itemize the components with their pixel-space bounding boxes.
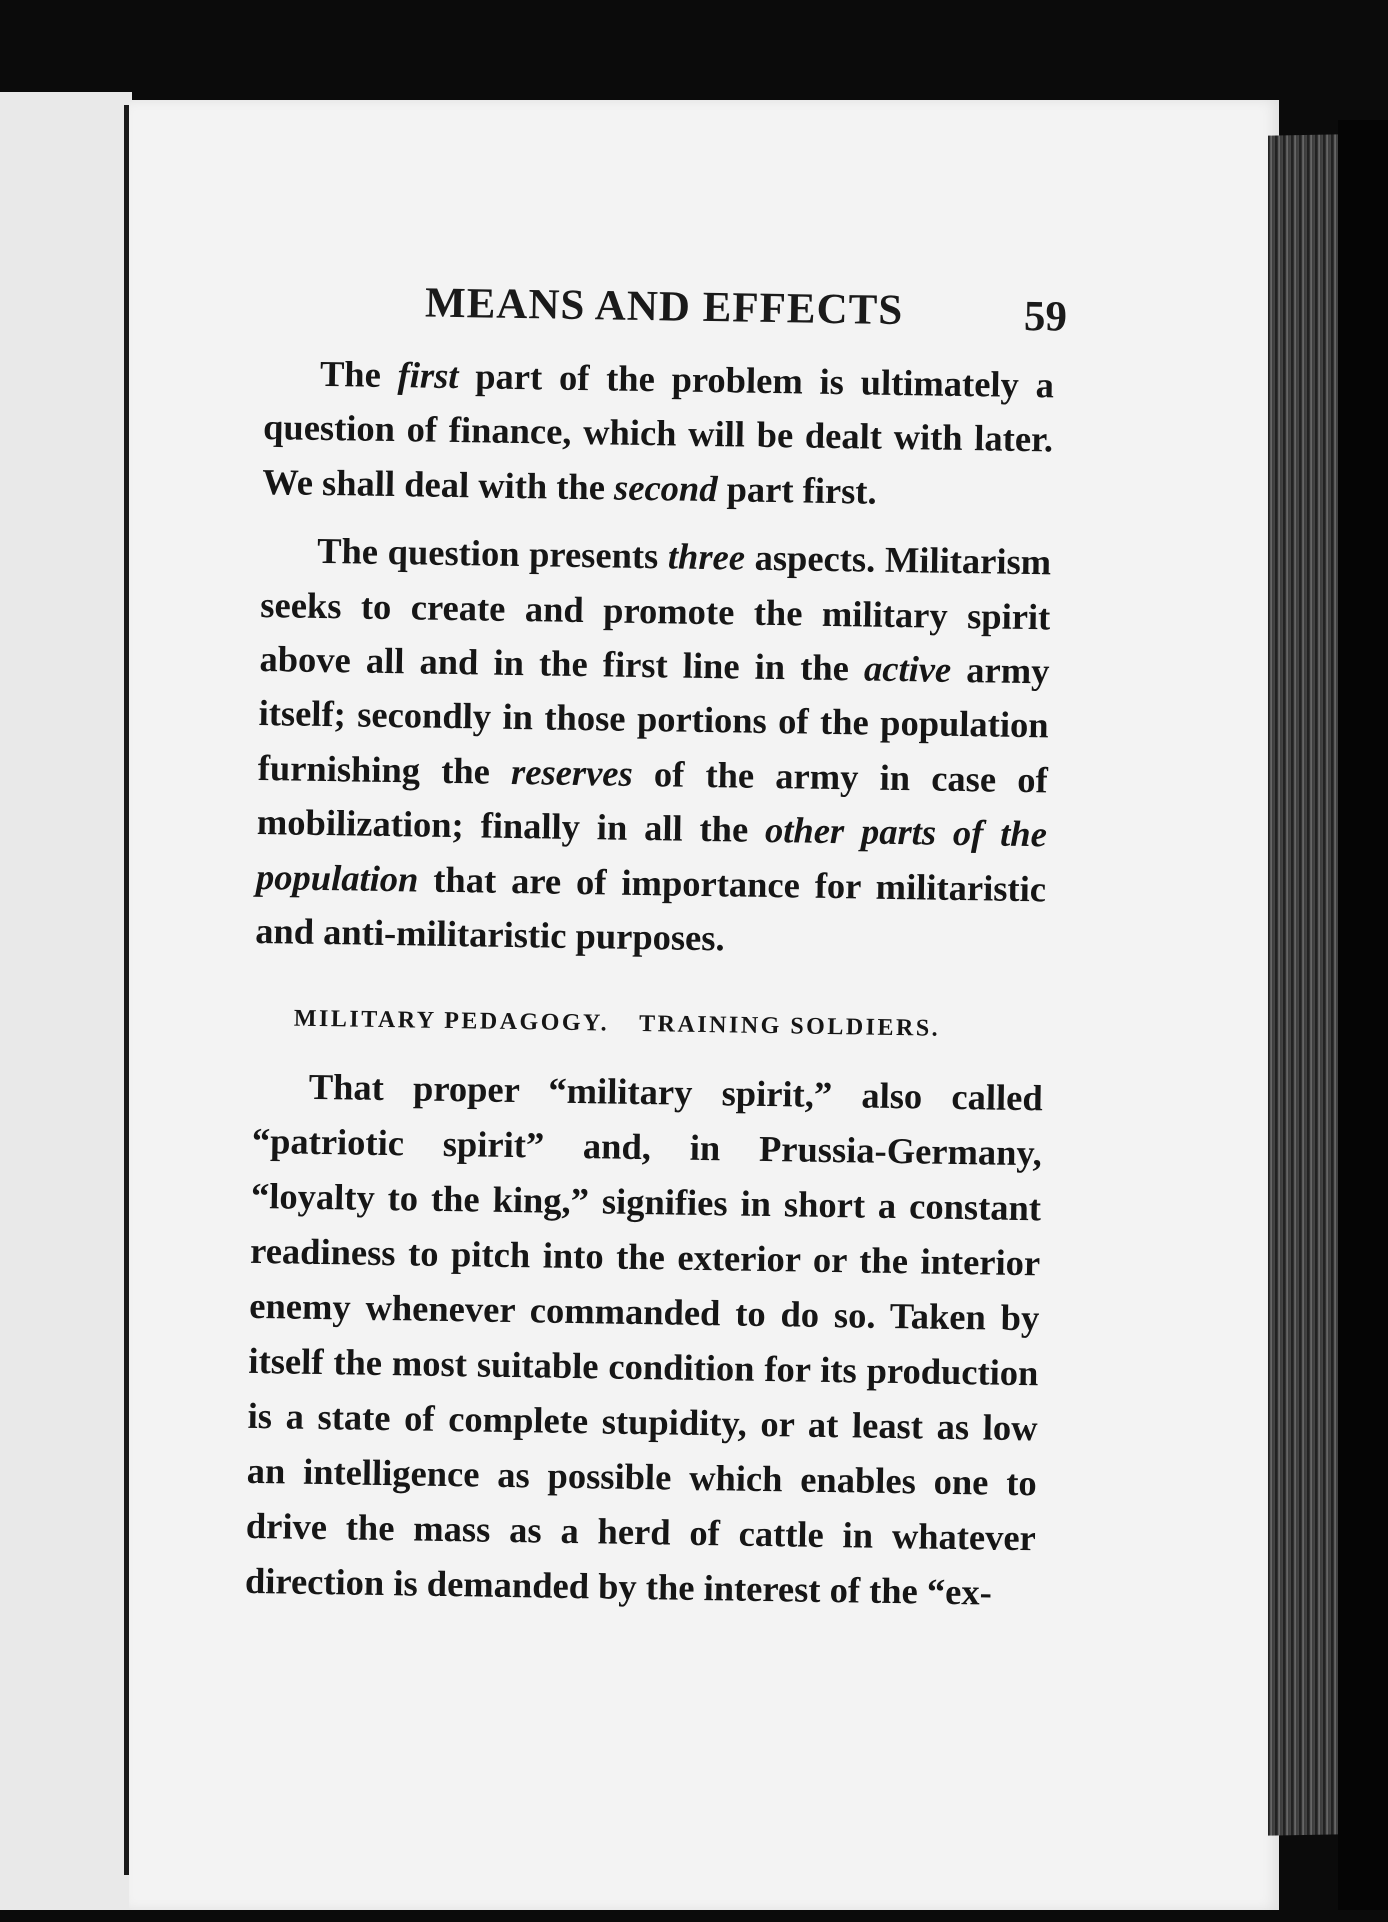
text-run: army itself; secondly in those portions of the population furnishing the: [257, 648, 1050, 792]
text-run: of the army in case of mobilization; finally in all the: [256, 752, 1049, 851]
italic-text: other parts of the population: [255, 809, 1048, 900]
italic-text: reserves: [510, 750, 634, 794]
section-heading-part-1: MILITARY PEDAGOGY.: [293, 1006, 610, 1037]
paragraph-1: [262, 346, 1054, 522]
text-run: part first.: [717, 467, 877, 512]
section-heading: [294, 999, 1045, 1051]
text-run: aspects. Militarism seeks to create and promote the military spirit above all and in the first line in the: [259, 536, 1052, 689]
italic-text: second: [613, 466, 718, 509]
italic-text: three: [667, 535, 746, 578]
section-heading-part-2: TRAINING SOLDIERS.: [638, 1011, 941, 1043]
paragraph-3: That proper “military spirit,” also called “patriotic spirit” and, in Prussia-Germany, “loyalty to the king,” signifies in short a constant readiness to pitch into the exterior or the interior enemy whenever commanded to do so. Taken by itself the most suitable condition for its production is a state of complete stupidity, or at least as low an intelligence as possible which enables one to drive the mass as a herd of cattle in whatever direction is demanded by the interest of the “ex-: [244, 1066, 1044, 1614]
italic-text: active: [863, 647, 952, 690]
text-run: part of the problem is ultimately a question of finance, which will be dealt with later. We shall deal with the: [261, 355, 1055, 508]
text-run: that are of importance for militaristic and anti-militaristic purposes.: [254, 858, 1047, 959]
body-text: [245, 346, 1055, 1621]
text-run: The: [319, 352, 398, 396]
text-run: The question presents: [316, 530, 669, 577]
page-header: [425, 279, 1076, 349]
running-head: MEANS AND EFFECTS: [424, 279, 904, 335]
italic-text: first: [397, 354, 459, 397]
paragraph-2: [255, 523, 1052, 971]
page-number: 59: [1023, 292, 1068, 341]
